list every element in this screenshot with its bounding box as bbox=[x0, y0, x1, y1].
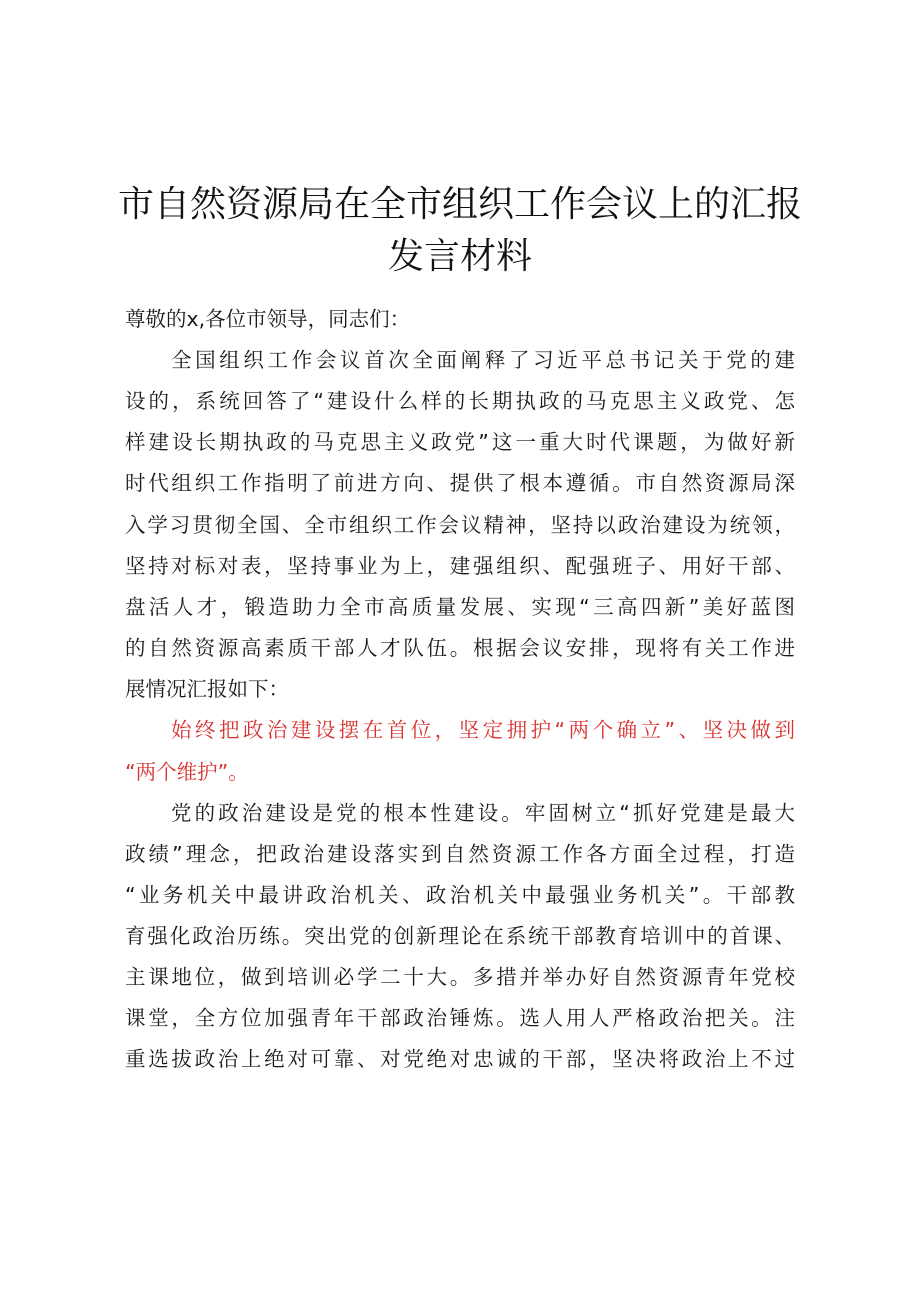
paragraph-1-line: 展情况汇报如下： bbox=[125, 677, 289, 701]
paragraph-2-line: 党的政治建设是党的根本性建设。牢固树立“抓好党建是最大 bbox=[171, 801, 795, 825]
document-title-line-1: 市自然资源局在全市组织工作会议上的汇报 bbox=[117, 184, 802, 225]
paragraph-2-line: 重选拔政治上绝对可靠、对党绝对忠诚的干部，坚决将政治上不过 bbox=[125, 1047, 795, 1071]
section-heading-line: “两个维护”。 bbox=[125, 760, 249, 784]
section-heading-line: 始终把政治建设摆在首位，坚定拥护“两个确立”、坚决做到 bbox=[171, 718, 795, 742]
document-title-line-2: 发言材料 bbox=[387, 236, 532, 277]
paragraph-1-line: 全国组织工作会议首次全面阐释了习近平总书记关于党的建 bbox=[171, 348, 795, 372]
paragraph-2-line: 政绩”理念，把政治建设落实到自然资源工作各方面全过程，打造 bbox=[125, 842, 795, 866]
paragraph-1-line: 设的，系统回答了“建设什么样的长期执政的马克思主义政党、怎 bbox=[125, 389, 795, 413]
paragraph-1-line: 入学习贯彻全国、全市组织工作会议精神，坚持以政治建设为统领， bbox=[125, 513, 795, 537]
paragraph-1-line: 坚持对标对表，坚持事业为上，建强组织、配强班子、用好干部、 bbox=[125, 554, 795, 578]
paragraph-2-line: 课堂，全方位加强青年干部政治锤炼。选人用人严格政治把关。注 bbox=[125, 1006, 795, 1030]
paragraph-1-line: 时代组织工作指明了前进方向、提供了根本遵循。市自然资源局深 bbox=[125, 471, 795, 495]
paragraph-2-line: 育强化政治历练。突出党的创新理论在系统干部教育培训中的首课、 bbox=[125, 924, 795, 948]
paragraph-1-line: 样建设长期执政的马克思主义政党”这一重大时代课题，为做好新 bbox=[125, 430, 795, 454]
paragraph-1-line: 的自然资源高素质干部人才队伍。根据会议安排，现将有关工作进 bbox=[125, 636, 795, 660]
paragraph-1-line: 盘活人才，锻造助力全市高质量发展、实现“三高四新”美好蓝图 bbox=[125, 595, 795, 619]
paragraph-2-line: “业务机关中最讲政治机关、政治机关中最强业务机关”。干部教 bbox=[125, 883, 795, 907]
paragraph-2-line: 主课地位，做到培训必学二十大。多措并举办好自然资源青年党校 bbox=[125, 965, 795, 989]
salutation: 尊敬的x,各位市领导，同志们： bbox=[125, 307, 411, 331]
